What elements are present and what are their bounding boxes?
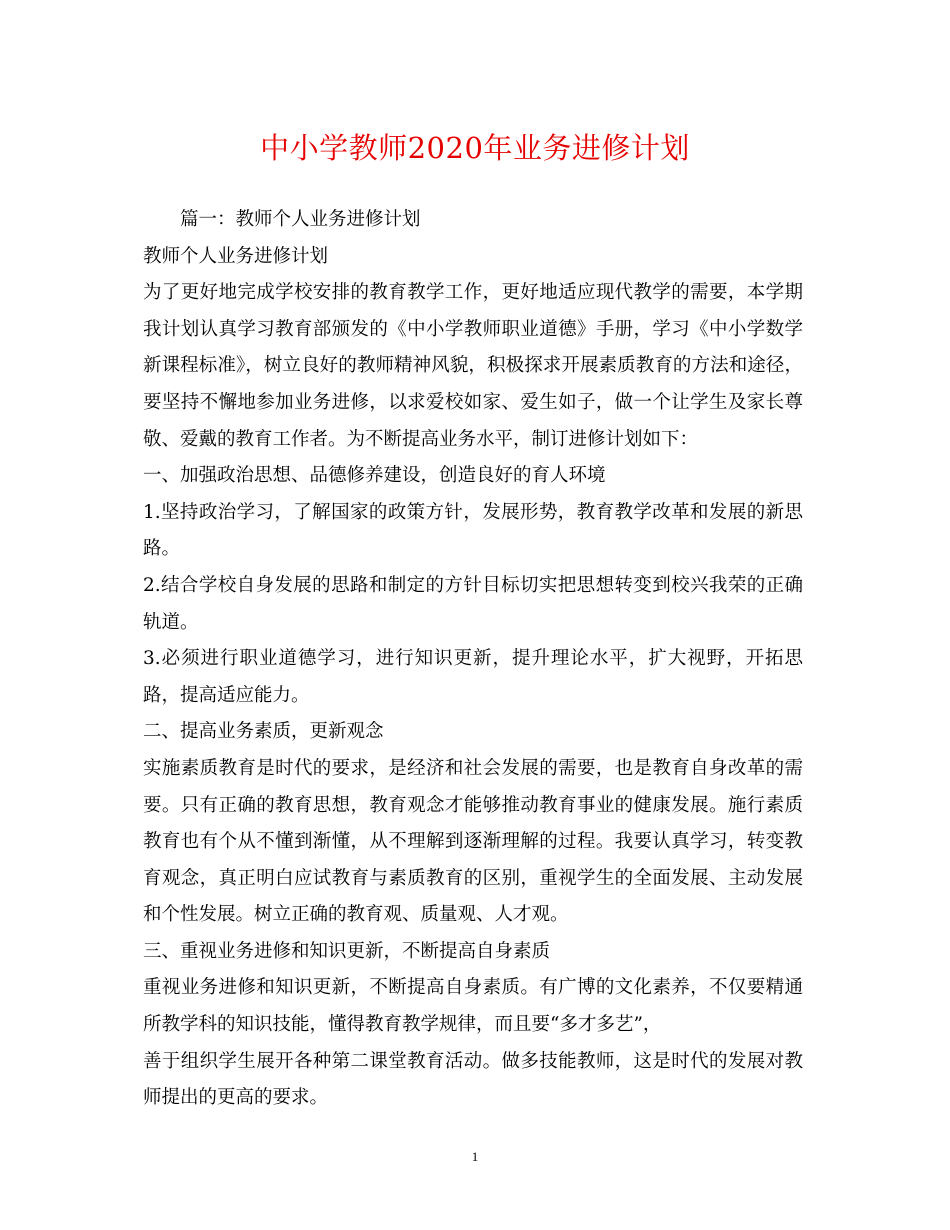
page-number: 1 <box>471 1149 479 1164</box>
paragraph: 善于组织学生展开各种第二课堂教育活动。做多技能教师，这是时代的发展对教师提出的更高的要求。 <box>143 1050 803 1109</box>
document-title: 中小学教师2020年业务进修计划 <box>260 131 690 165</box>
section-heading: 篇一：教师个人业务进修计划 <box>180 209 421 230</box>
document-body <box>143 202 803 1117</box>
section-heading: 三、重视业务进修和知识更新，不断提高自身素质 <box>143 940 551 962</box>
paragraph: 重视业务进修和知识更新，不断提高自身素质。有广博的文化素养，不仅要精通所教学科的知识技能，懂得教育教学规律，而且要“多才多艺”， <box>143 977 803 1036</box>
list-item: 2.结合学校自身发展的思路和制定的方针目标切实把思想转变到校兴我荣的正确轨道。 <box>143 574 803 633</box>
subheading: 教师个人业务进修计划 <box>143 245 329 267</box>
paragraph: 实施素质教育是时代的要求，是经济和社会发展的需要，也是教育自身改革的需要。只有正确的教育思想，教育观念才能够推动教育事业的健康发展。施行素质教育也有个从不懂到渐懂，从不理解到逐渐理解的过程。我要认真学习，转变教育观念，真正明白应试教育与素质教育的区别，重视学生的全面发展、主动发展和个性发展。树立正确的教育观、质量观、人才观。 <box>143 757 803 926</box>
section-heading: 二、提高业务素质，更新观念 <box>143 721 384 743</box>
paragraph: 为了更好地完成学校安排的教育教学工作，更好地适应现代教学的需要，本学期我计划认真学习教育部颁发的《中小学教师职业道德》手册，学习《中小学数学新课程标准》，树立良好的教师精神风貌，积极探求开展素质教育的方法和途径，要坚持不懈地参加业务进修，以求爱校如家、爱生如子，做一个让学生及家长尊敬、爱戴的教育工作者。为不断提高业务水平，制订进修计划如下： <box>143 282 803 450</box>
list-item: 3.必须进行职业道德学习，进行知识更新，提升理论水平，扩大视野，开拓思路，提高适应能力。 <box>143 648 803 706</box>
list-item: 1.坚持政治学习，了解国家的政策方针，发展形势，教育教学改革和发展的新思路。 <box>143 501 803 560</box>
section-heading: 一、加强政治思想、品德修养建设，创造良好的育人环境 <box>143 465 606 487</box>
